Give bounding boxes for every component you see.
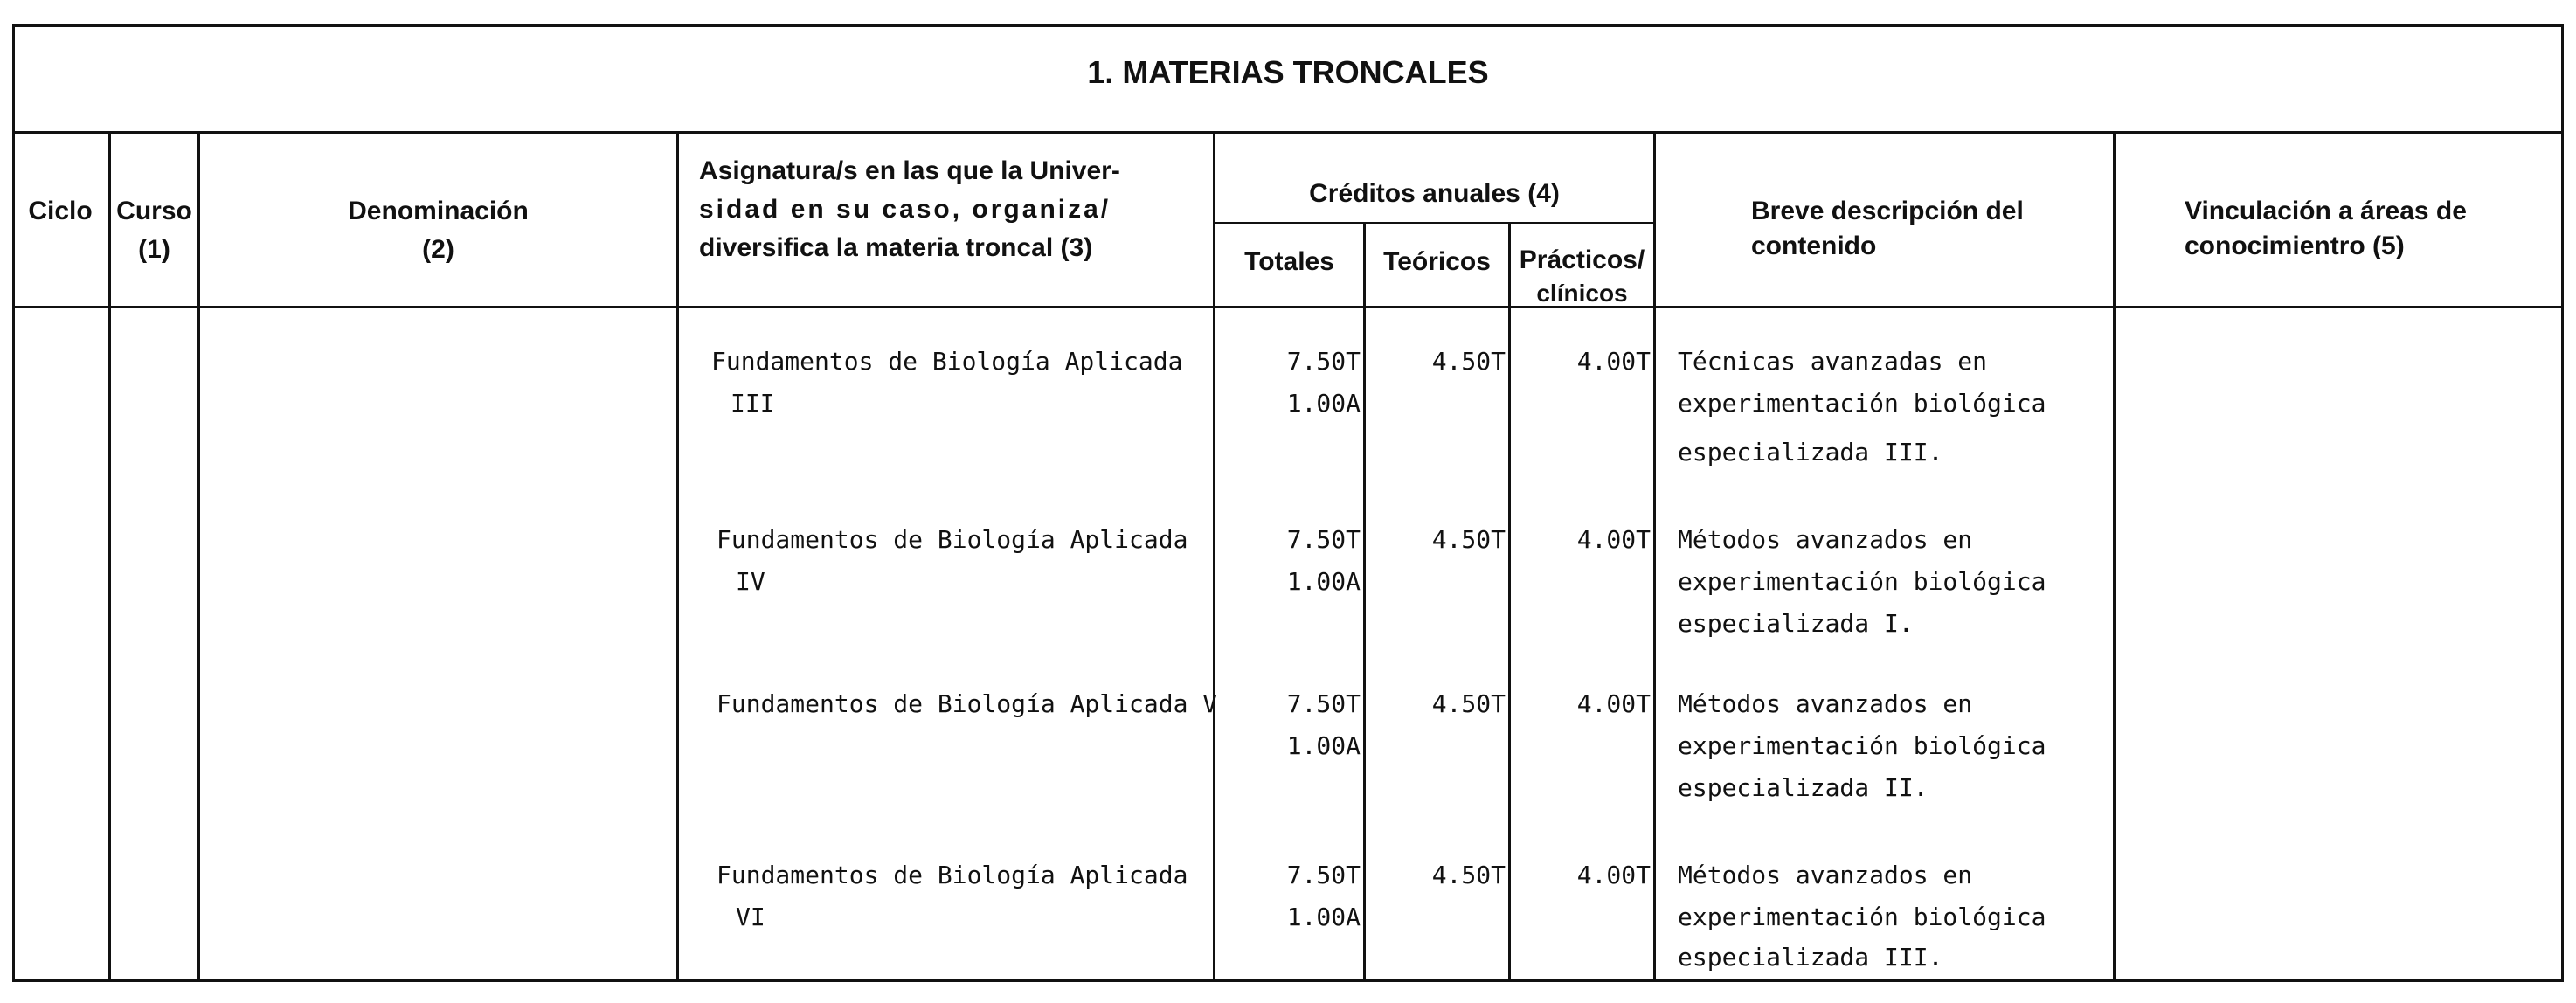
row3-practicos: 4.00T	[1576, 689, 1651, 718]
row1-desc-line1: Técnicas avanzadas en	[1678, 347, 1988, 376]
header-curso-note: (1)	[138, 235, 170, 264]
header-breve-line1: Breve descripción del	[1751, 197, 2024, 225]
table-frame	[12, 24, 2564, 982]
row4-asignatura-line2: VI	[736, 903, 765, 931]
row1-totales-2: 1.00A	[1286, 389, 1361, 418]
header-practicos-line2: clínicos	[1536, 280, 1628, 307]
row1-desc-line3: especializada III.	[1678, 438, 1943, 467]
row1-teoricos: 4.50T	[1431, 347, 1506, 376]
header-asignatura-line2: sidad en su caso, organiza/	[699, 195, 1111, 224]
row2-asignatura-line1: Fundamentos de Biología Aplicada	[717, 525, 1188, 554]
header-practicos-line1: Prácticos/	[1519, 246, 1645, 274]
row2-practicos: 4.00T	[1576, 525, 1651, 554]
header-denominacion: Denominación	[348, 197, 529, 225]
row4-desc-line2: experimentación biológica	[1678, 903, 2046, 931]
row1-desc-line2: experimentación biológica	[1678, 389, 2046, 418]
row1-asignatura-line2: III	[731, 389, 775, 418]
header-divider	[12, 306, 2564, 308]
materias-troncales-table	[12, 24, 2564, 982]
header-creditos: Créditos anuales (4)	[1309, 179, 1560, 208]
row2-totales-1: 7.50T	[1286, 525, 1361, 554]
header-vinculacion-line2: conocimientro (5)	[2185, 232, 2405, 260]
row2-asignatura-line2: IV	[736, 567, 765, 596]
header-asignatura-line3: diversifica la materia troncal (3)	[699, 233, 1093, 262]
row3-asignatura-line1: Fundamentos de Biología Aplicada V	[717, 689, 1218, 718]
col-divider-breve	[2113, 131, 2116, 982]
row1-totales-1: 7.50T	[1286, 347, 1361, 376]
row3-desc-line3: especializada II.	[1678, 773, 1929, 802]
row3-totales-1: 7.50T	[1286, 689, 1361, 718]
row2-desc-line3: especializada I.	[1678, 609, 1914, 638]
header-ciclo: Ciclo	[28, 197, 93, 225]
row2-teoricos: 4.50T	[1431, 525, 1506, 554]
row3-totales-2: 1.00A	[1286, 731, 1361, 760]
row3-desc-line1: Métodos avanzados en	[1678, 689, 1973, 718]
col-divider-practicos	[1653, 131, 1656, 982]
row1-practicos: 4.00T	[1576, 347, 1651, 376]
row3-teoricos: 4.50T	[1431, 689, 1506, 718]
header-breve-line2: contenido	[1751, 232, 1877, 260]
header-totales: Totales	[1244, 247, 1334, 276]
row2-desc-line1: Métodos avanzados en	[1678, 525, 1973, 554]
row4-practicos: 4.00T	[1576, 861, 1651, 889]
title-divider	[12, 131, 2564, 134]
creditos-subdivider	[1213, 222, 1653, 224]
row2-desc-line2: experimentación biológica	[1678, 567, 2046, 596]
col-divider-denominacion	[676, 131, 679, 982]
table-title: 1. MATERIAS TRONCALES	[1087, 54, 1489, 90]
row4-totales-2: 1.00A	[1286, 903, 1361, 931]
row3-desc-line2: experimentación biológica	[1678, 731, 2046, 760]
header-curso: Curso	[116, 197, 192, 225]
row4-asignatura-line1: Fundamentos de Biología Aplicada	[717, 861, 1188, 889]
row1-asignatura-line1: Fundamentos de Biología Aplicada	[711, 347, 1183, 376]
row4-totales-1: 7.50T	[1286, 861, 1361, 889]
header-denominacion-note: (2)	[422, 235, 454, 264]
row4-teoricos: 4.50T	[1431, 861, 1506, 889]
row2-totales-2: 1.00A	[1286, 567, 1361, 596]
row4-desc-line3: especializada III.	[1678, 943, 1943, 972]
header-asignatura-line1: Asignatura/s en las que la Univer-	[699, 156, 1120, 185]
header-teoricos: Teóricos	[1383, 247, 1491, 276]
row4-desc-line1: Métodos avanzados en	[1678, 861, 1973, 889]
header-vinculacion-line1: Vinculación a áreas de	[2185, 197, 2467, 225]
